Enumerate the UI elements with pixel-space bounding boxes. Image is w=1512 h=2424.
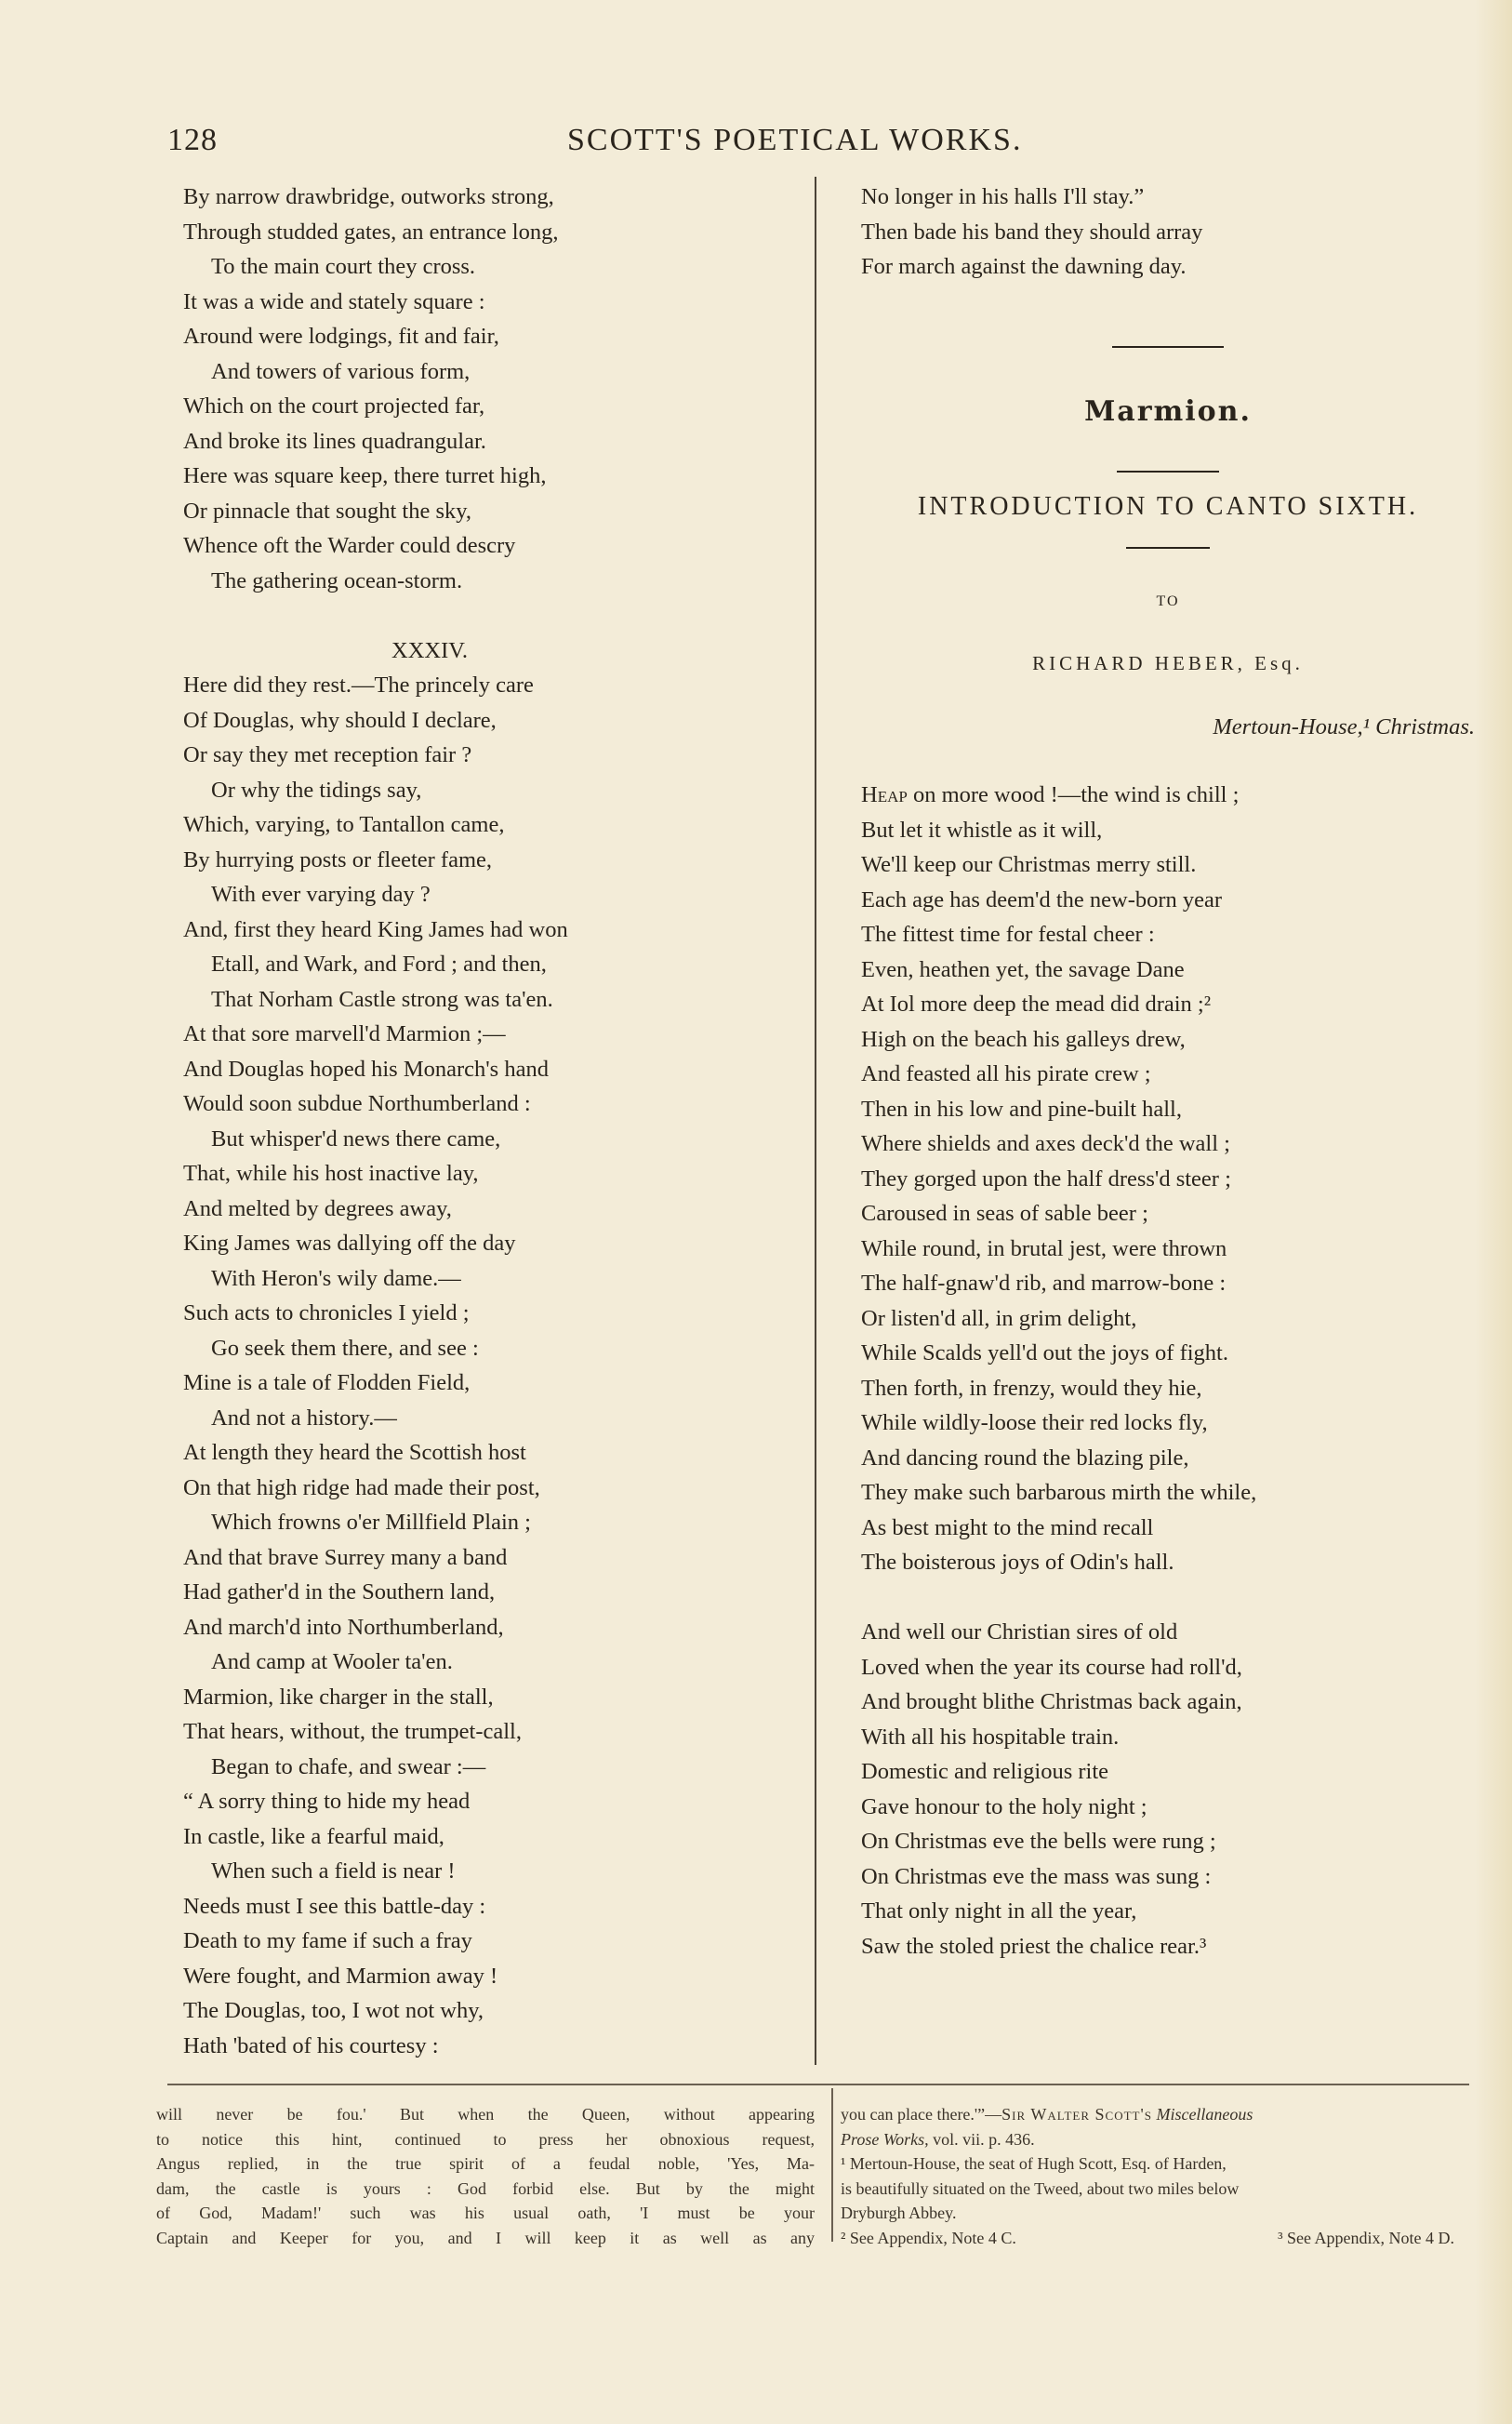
- verse-line: Were fought, and Marmion away !: [183, 1963, 498, 1989]
- stanza-xxxiv: [183, 668, 788, 2063]
- verse-line: Had gather'd in the Southern land,: [183, 1579, 496, 1605]
- verse-line: And towers of various form,: [211, 358, 471, 384]
- verse-line: Then in his low and pine-built hall,: [861, 1096, 1182, 1122]
- verse-line: With all his hospitable train.: [861, 1724, 1120, 1750]
- verse-line: That only night in all the year,: [861, 1898, 1137, 1924]
- footnotes-right: [841, 2102, 1473, 2250]
- verse-line: And melted by degrees away,: [183, 1195, 452, 1221]
- page-header: [167, 123, 1097, 169]
- left-column: [183, 180, 788, 2063]
- verse-line: And feasted all his pirate crew ;: [861, 1061, 1151, 1086]
- verse-line: The half-gnaw'd rib, and marrow-bone :: [861, 1271, 1227, 1296]
- footnote-note-2: ² See Appendix, Note 4 C.: [841, 2228, 1016, 2247]
- verse-line: And broke its lines quadrangular.: [183, 428, 486, 454]
- footnote-author: Sir Walter Scott's: [1001, 2105, 1152, 2124]
- verse-line: Or why the tidings say,: [211, 777, 422, 803]
- verse-line: That hears, without, the trumpet-call,: [183, 1719, 522, 1744]
- verse-line: Hath 'bated of his courtesy :: [183, 2032, 439, 2058]
- verse-line: Even, heathen yet, the savage Dane: [861, 956, 1185, 982]
- verse-line: While Scalds yell'd out the joys of fight.: [861, 1340, 1228, 1365]
- footnote-text: vol. vii. p. 436.: [928, 2129, 1035, 2149]
- verse-line: The boisterous joys of Odin's hall.: [861, 1550, 1174, 1575]
- dedication-to: TO: [1156, 593, 1180, 609]
- footnote-line: Angus replied, in the true spirit of a feudal noble, 'Yes, Ma-: [156, 2154, 815, 2173]
- verse-line: Here did they rest.—The princely care: [183, 673, 534, 698]
- verse-line: For march against the dawning day.: [861, 254, 1187, 279]
- verse-line: And brought blithe Christmas back again,: [861, 1689, 1242, 1714]
- verse-line: Or listen'd all, in grim delight,: [861, 1305, 1137, 1331]
- verse-line: They gorged upon the half dress'd steer ;: [861, 1165, 1231, 1192]
- verse-line: Needs must I see this battle-day :: [183, 1893, 486, 1919]
- verse-line: Then forth, in frenzy, would they hie,: [861, 1375, 1202, 1401]
- verse-line: Go seek them there, and see :: [211, 1335, 479, 1361]
- verse-line: That, while his host inactive lay,: [183, 1161, 479, 1186]
- footnote-column-divider: [831, 2088, 833, 2242]
- verse-line: While round, in brutal jest, were thrown: [861, 1235, 1227, 1261]
- footnote-text: you can place there.'”—: [841, 2105, 1002, 2124]
- verse-line: While wildly-loose their red locks fly,: [861, 1410, 1208, 1435]
- footnote-line: to notice this hint, continued to press her obnoxious request,: [156, 2129, 815, 2149]
- verse-line: Through studded gates, an entrance long,: [183, 219, 559, 245]
- verse-line: Or pinnacle that sought the sky,: [183, 498, 472, 524]
- verse-line: Here was square keep, there turret high,: [183, 463, 547, 488]
- verse-line: Which on the court projected far,: [183, 393, 485, 419]
- page-edge-shadow: [1475, 0, 1512, 2424]
- right-column: [861, 180, 1475, 1964]
- verse-line: And dancing round the blazing pile,: [861, 1445, 1189, 1471]
- verse-line: That Norham Castle strong was ta'en.: [211, 986, 553, 1012]
- intro-stanza-2: [861, 1615, 1475, 1964]
- verse-line: They make such barbarous mirth the while,: [861, 1480, 1257, 1505]
- verse-line: No longer in his halls I'll stay.”: [861, 184, 1145, 209]
- footnote-line: Captain and Keeper for you, and I will keep it as well as any: [156, 2228, 815, 2247]
- verse-line: And not a history.—: [211, 1405, 397, 1431]
- poem-title: Marmion.: [1084, 394, 1252, 428]
- verse-line: Saw the stoled priest the chalice rear.³: [861, 1933, 1207, 1959]
- verse-line: On that high ridge had made their post,: [183, 1474, 540, 1500]
- verse-line: Of Douglas, why should I declare,: [183, 707, 497, 733]
- verse-line: And well our Christian sires of old: [861, 1619, 1178, 1645]
- verse-line: Whence oft the Warder could descry: [183, 533, 516, 558]
- verse-line: Etall, and Wark, and Ford ; and then,: [211, 952, 547, 977]
- running-head: SCOTT'S POETICAL WORKS.: [567, 123, 1023, 157]
- footnote-line: is beautifully situated on the Tweed, about two miles below: [841, 2178, 1240, 2198]
- column-divider: [815, 177, 816, 2065]
- footnote-line: [841, 2226, 1454, 2251]
- verse-line: When such a field is near !: [211, 1858, 456, 1884]
- title-rule-middle: [1117, 471, 1219, 473]
- verse-line: At Iol more deep the mead did drain ;²: [861, 992, 1212, 1017]
- verse-line: And, first they heard King James had won: [183, 916, 568, 942]
- verse-line: At that sore marvell'd Marmion ;—: [183, 1021, 506, 1046]
- verse-line: Death to my fame if such a fray: [183, 1928, 472, 1953]
- verse-line: Which frowns o'er Millfield Plain ;: [211, 1510, 531, 1535]
- footnote-line: [841, 2102, 1473, 2127]
- intro-heading: INTRODUCTION TO CANTO SIXTH.: [917, 492, 1419, 521]
- verse-line: To the main court they cross.: [211, 254, 476, 279]
- verse-line: By narrow drawbridge, outworks strong,: [183, 184, 554, 209]
- verse-line: Domestic and religious rite: [861, 1759, 1109, 1784]
- footnote-line: Dryburgh Abbey.: [841, 2204, 957, 2222]
- verse-line: The Douglas, too, I wot not why,: [183, 1998, 484, 2023]
- verse-line: High on the beach his galleys drew,: [861, 1026, 1186, 1052]
- verse-line: On Christmas eve the bells were rung ;: [861, 1829, 1216, 1854]
- verse-line: As best might to the mind recall: [861, 1514, 1154, 1540]
- footnotes-left: [156, 2102, 815, 2250]
- verse-line: Gave honour to the holy night ;: [861, 1793, 1147, 1819]
- verse-line: The fittest time for festal cheer :: [861, 922, 1155, 947]
- verse-line: Then bade his band they should array: [861, 219, 1203, 245]
- footnote-divider: [167, 2084, 1469, 2085]
- verse-line: Would soon subdue Northumberland :: [183, 1091, 531, 1116]
- verse-line: Loved when the year its course had roll'd,: [861, 1654, 1242, 1680]
- stanza-xxxiii-end: [183, 180, 788, 598]
- verse-line: By hurrying posts or fleeter fame,: [183, 846, 493, 872]
- footnote-work-title: Miscellaneous: [1156, 2105, 1253, 2124]
- verse-line: And Douglas hoped his Monarch's hand: [183, 1056, 549, 1082]
- verse-line: With Heron's wily dame.—: [211, 1265, 461, 1291]
- drop-word: Heap: [861, 782, 908, 807]
- footnote-work-title: Prose Works,: [841, 2129, 929, 2149]
- footnote-line: ¹ Mertoun-House, the seat of Hugh Scott, Esq. of Harden,: [841, 2154, 1227, 2173]
- verse-line: With ever varying day ?: [211, 882, 431, 907]
- footnote-line: of God, Madam!' such was his usual oath, 'I must be your: [156, 2204, 815, 2222]
- verse-line: Each age has deem'd the new-born year: [861, 886, 1223, 912]
- stanza-number: XXXIV.: [391, 637, 468, 663]
- place-date: Mertoun-House,¹ Christmas.: [1213, 713, 1475, 739]
- verse-line-first: [861, 778, 1475, 813]
- verse-line: Began to chafe, and swear :—: [211, 1753, 486, 1779]
- verse-line: “ A sorry thing to hide my head: [183, 1789, 471, 1814]
- verse-line: We'll keep our Christmas merry still.: [861, 852, 1197, 877]
- verse-line: It was a wide and stately square :: [183, 288, 485, 314]
- verse-line: Marmion, like charger in the stall,: [183, 1684, 494, 1710]
- verse-line: Around were lodgings, fit and fair,: [183, 324, 499, 349]
- title-rule-top: [1112, 346, 1224, 348]
- footnote-note-3: ³ See Appendix, Note 4 D.: [1278, 2228, 1454, 2247]
- verse-line: And march'd into Northumberland,: [183, 1614, 504, 1640]
- verse-line: At length they heard the Scottish host: [183, 1440, 526, 1465]
- verse-line: And camp at Wooler ta'en.: [211, 1649, 453, 1674]
- verse-line: Or say they met reception fair ?: [183, 742, 472, 767]
- verse-line: Mine is a tale of Flodden Field,: [183, 1370, 471, 1395]
- verse-line: On Christmas eve the mass was sung :: [861, 1863, 1212, 1889]
- page-number: 128: [167, 123, 218, 157]
- verse-line: Caroused in seas of sable beer ;: [861, 1201, 1148, 1226]
- intro-stanza-1: [861, 778, 1475, 1580]
- verse-line: And that brave Surrey many a band: [183, 1544, 508, 1570]
- verse-line: But let it whistle as it will,: [861, 817, 1103, 843]
- verse-line: King James was dallying off the day: [183, 1231, 516, 1256]
- title-rule-bottom: [1126, 547, 1210, 549]
- verse-line: The gathering ocean-storm.: [211, 567, 463, 593]
- verse-line: But whisper'd news there came,: [211, 1125, 501, 1152]
- verse-line: Such acts to chronicles I yield ;: [183, 1300, 470, 1325]
- dedicatee: RICHARD HEBER, Esq.: [1032, 652, 1304, 674]
- footnote-line: [841, 2127, 1473, 2152]
- canto-title-block: [861, 346, 1475, 745]
- footnote-line: dam, the castle is yours : God forbid else. But by the might: [156, 2178, 815, 2198]
- verse-line: Which, varying, to Tantallon came,: [183, 812, 505, 837]
- footnote-line: will never be fou.' But when the Queen, without appearing: [156, 2105, 815, 2124]
- verse-line-rest: on more wood !—the wind is chill ;: [907, 782, 1240, 807]
- verse-line: Where shields and axes deck'd the wall ;: [861, 1131, 1230, 1156]
- verse-line: In castle, like a fearful maid,: [183, 1823, 444, 1849]
